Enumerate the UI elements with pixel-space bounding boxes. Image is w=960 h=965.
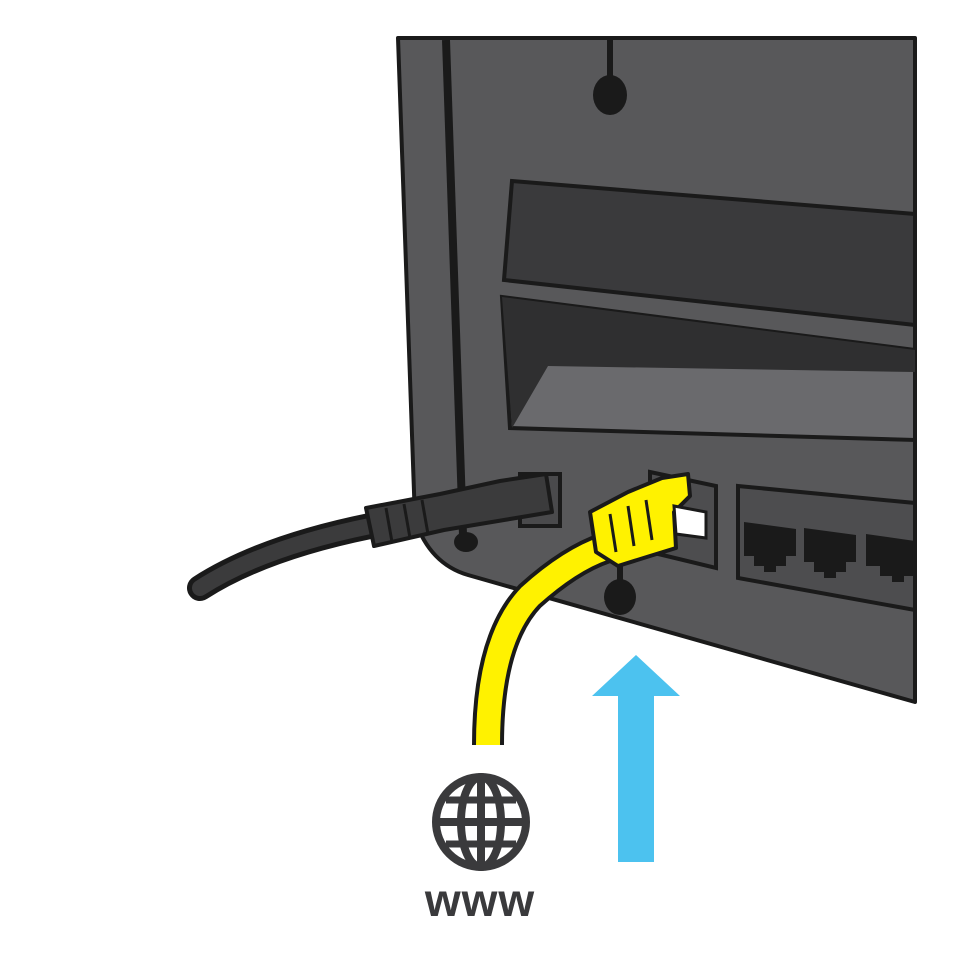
globe-icon bbox=[436, 777, 526, 867]
ethernet-plug-connector bbox=[674, 506, 706, 538]
up-arrow-icon bbox=[592, 655, 680, 862]
internet-label: www bbox=[424, 874, 536, 926]
router-foot bbox=[454, 532, 478, 552]
